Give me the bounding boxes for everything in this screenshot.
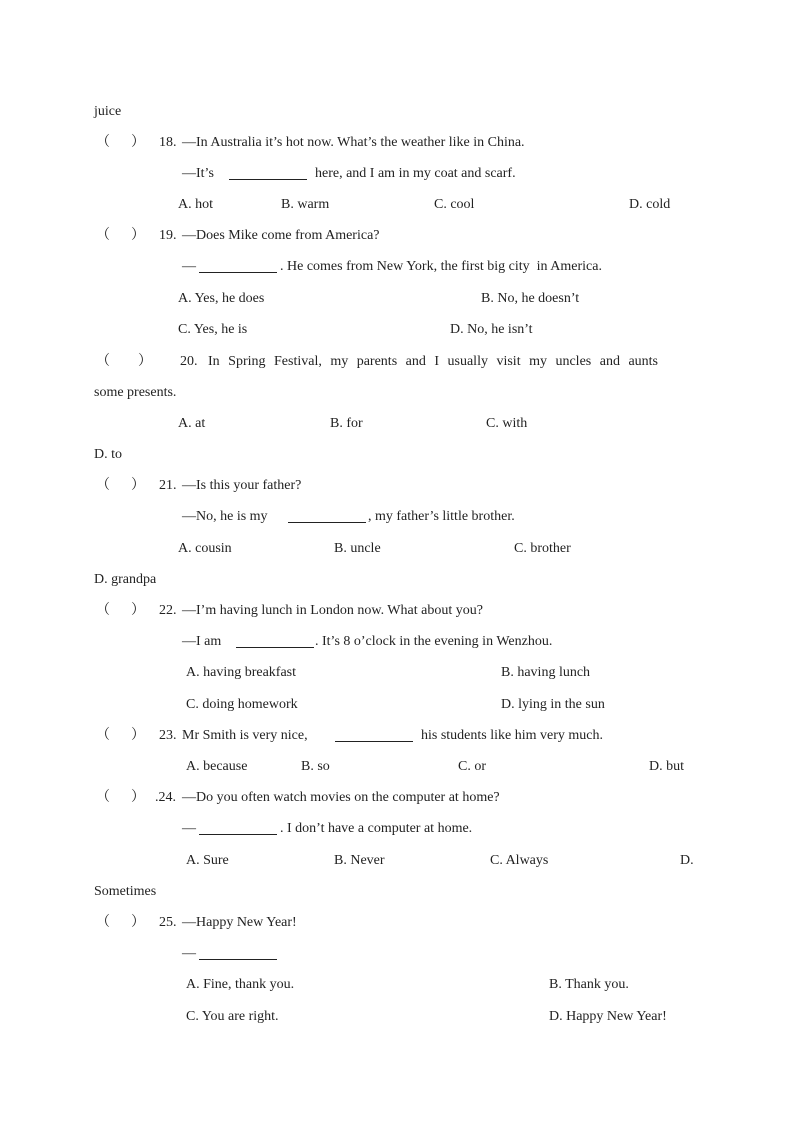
option-24-d-text[interactable]: Sometimes — [94, 884, 157, 899]
question-19-line2-pre: — — [182, 259, 196, 274]
question-19-line2-post: . He comes from New York, the first big city in America. — [280, 259, 602, 274]
question-number-24: .24. — [155, 790, 176, 805]
question-18-line2-post: here, and I am in my coat and scarf. — [315, 166, 516, 181]
answer-blank-21[interactable] — [288, 509, 366, 523]
option-19-c[interactable]: C. Yes, he is — [178, 322, 248, 337]
answer-bracket-20[interactable]: （ ） — [96, 354, 152, 369]
option-25-b[interactable]: B. Thank you. — [549, 977, 629, 992]
answer-bracket-21[interactable]: （ ） — [96, 478, 145, 493]
option-19-a[interactable]: A. Yes, he does — [178, 291, 265, 306]
option-21-b[interactable]: B. uncle — [334, 541, 381, 556]
option-21-c[interactable]: C. brother — [514, 541, 571, 556]
question-18-stem: —In Australia it’s hot now. What’s the weather like in China. — [182, 135, 525, 150]
answer-bracket-22[interactable]: （ ） — [96, 603, 145, 618]
option-20-b[interactable]: B. for — [330, 416, 363, 431]
option-23-b[interactable]: B. so — [301, 759, 330, 774]
question-20-stem: In Spring Festival, my parents and I usually visit my uncles and aunts — [208, 354, 659, 369]
option-18-d[interactable]: D. cold — [629, 197, 671, 212]
question-22-line2-post: . It’s 8 o’clock in the evening in Wenzhou. — [315, 634, 553, 649]
answer-bracket-18[interactable]: （ ） — [96, 135, 145, 150]
question-number-18: 18. — [159, 135, 177, 150]
option-23-d[interactable]: D. but — [649, 759, 684, 774]
option-19-d[interactable]: D. No, he isn’t — [450, 322, 533, 337]
question-number-19: 19. — [159, 228, 177, 243]
question-24-stem: —Do you often watch movies on the computer at home? — [182, 790, 500, 805]
option-23-c[interactable]: C. or — [458, 759, 486, 774]
question-25-line2-pre: — — [182, 946, 196, 961]
question-22-line2-pre: —I am — [182, 634, 222, 649]
answer-blank-18[interactable] — [229, 166, 307, 180]
question-21-line2-post: , my father’s little brother. — [368, 509, 515, 524]
question-21-stem: —Is this your father? — [182, 478, 302, 493]
answer-bracket-19[interactable]: （ ） — [96, 228, 145, 243]
previous-option-text: juice — [94, 104, 122, 119]
question-20-stem-cont: some presents. — [94, 385, 177, 400]
option-20-a[interactable]: A. at — [178, 416, 206, 431]
answer-bracket-23[interactable]: （ ） — [96, 728, 145, 743]
question-24-line2-post: . I don’t have a computer at home. — [280, 821, 473, 836]
question-19-stem: —Does Mike come from America? — [182, 228, 380, 243]
question-18-line2-pre: —It’s — [182, 166, 214, 181]
question-24-line2-pre: — — [182, 821, 196, 836]
answer-bracket-24[interactable]: （ ） — [96, 790, 145, 805]
option-18-a[interactable]: A. hot — [178, 197, 213, 212]
answer-blank-19[interactable] — [199, 259, 277, 273]
option-21-d[interactable]: D. grandpa — [94, 572, 157, 587]
option-21-a[interactable]: A. cousin — [178, 541, 232, 556]
answer-bracket-25[interactable]: （ ） — [96, 915, 145, 930]
option-22-c[interactable]: C. doing homework — [186, 697, 298, 712]
question-23-stem-post: his students like him very much. — [421, 728, 603, 743]
question-number-21: 21. — [159, 478, 177, 493]
option-24-d-label[interactable]: D. — [680, 853, 694, 868]
option-22-a[interactable]: A. having breakfast — [186, 665, 297, 680]
question-21-line2-pre: —No, he is my — [182, 509, 268, 524]
option-22-d[interactable]: D. lying in the sun — [501, 697, 605, 712]
question-25-stem: —Happy New Year! — [182, 915, 297, 930]
option-24-c[interactable]: C. Always — [490, 853, 549, 868]
option-22-b[interactable]: B. having lunch — [501, 665, 591, 680]
option-24-b[interactable]: B. Never — [334, 853, 385, 868]
question-number-25: 25. — [159, 915, 177, 930]
question-number-22: 22. — [159, 603, 177, 618]
question-23-stem-pre: Mr Smith is very nice, — [182, 728, 308, 743]
answer-blank-25[interactable] — [199, 946, 277, 960]
option-18-b[interactable]: B. warm — [281, 197, 330, 212]
question-number-20: 20. — [180, 354, 198, 369]
answer-blank-24[interactable] — [199, 821, 277, 835]
option-25-c[interactable]: C. You are right. — [186, 1009, 279, 1024]
question-number-23: 23. — [159, 728, 177, 743]
answer-blank-22[interactable] — [236, 634, 314, 648]
option-23-a[interactable]: A. because — [186, 759, 248, 774]
option-20-c[interactable]: C. with — [486, 416, 528, 431]
question-22-stem: —I’m having lunch in London now. What about you? — [182, 603, 483, 618]
option-20-d[interactable]: D. to — [94, 447, 122, 462]
option-24-a[interactable]: A. Sure — [186, 853, 229, 868]
option-25-a[interactable]: A. Fine, thank you. — [186, 977, 295, 992]
option-25-d[interactable]: D. Happy New Year! — [549, 1009, 667, 1024]
answer-blank-23[interactable] — [335, 728, 413, 742]
option-18-c[interactable]: C. cool — [434, 197, 475, 212]
option-19-b[interactable]: B. No, he doesn’t — [481, 291, 580, 306]
